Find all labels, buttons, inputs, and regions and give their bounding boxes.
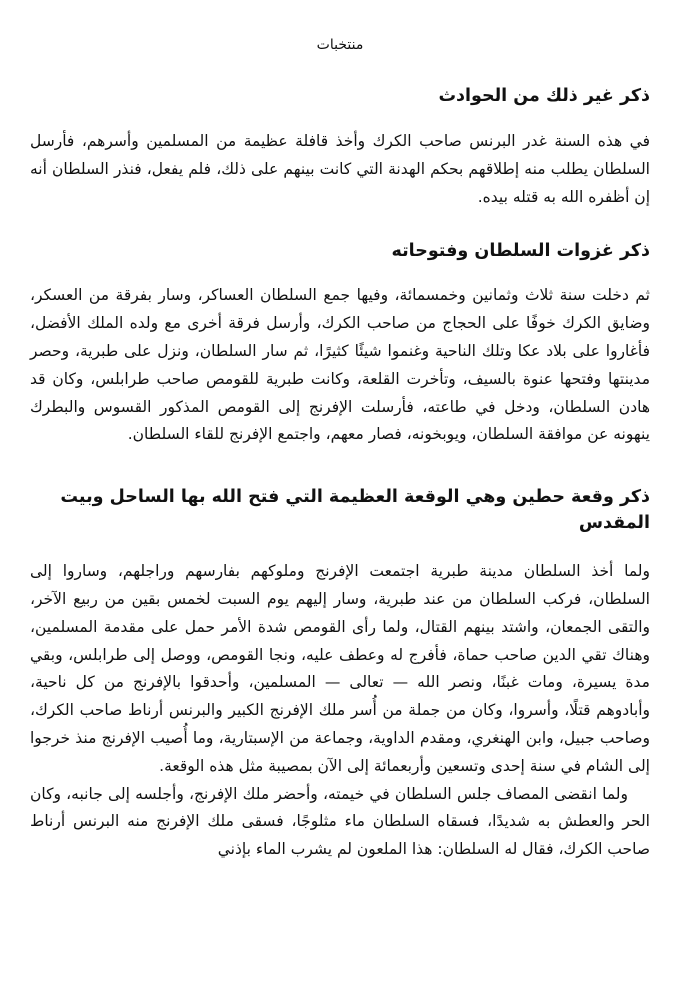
section-heading-other-events: ذكر غير ذلك من الحوادث — [438, 86, 650, 106]
section-heading-sultan-campaigns: ذكر غزوات السلطان وفتوحاته — [391, 241, 650, 262]
running-header: منتخبات — [316, 37, 364, 53]
paragraph-after-battle: ولما انقضى المصاف جلس السلطان في خيمته، وأحضر ملك الإفرنج، وأجلسه إلى جانبه، وكان الحر والعطش به شديدًا، فسقاه السلطان ماء مثلوجًا، فسقى ملك الإفرنج منه البرنس أرناط صاحب الكرك، فقال له السلطان: هذا الملعون لم يشرب الماء بإذني — [30, 784, 650, 859]
paragraph-other-events: في هذه السنة غدر البرنس صاحب الكرك وأخذ قافلة عظيمة من المسلمين وأسرهم، فأرسل السلطان يطلب منه إطلاقهم بحكم الهدنة التي كانت بينهم على ذلك، فلم يفعل، فنذر السلطان أنه إن أظفره الله به قتله بيده. — [30, 132, 650, 206]
section-heading-battle-of-hattin: ذكر وقعة حطين وهي الوقعة العظيمة التي فتح الله بها الساحل وبيت المقدس — [60, 487, 650, 534]
paragraph-battle-of-hattin: ولما أخذ السلطان مدينة طبرية اجتمعت الإفرنج وملوكهم بفارسهم وراجلهم، وساروا إلى السلطان، فركب السلطان من عند طبرية، وسار إليهم يوم السبت لخمس بقين من ربيع الآخر، والتقى الجمعان، واشتد بينهم القتال، ولما رأى القومص شدة الأمر حمل على مقدمة المسلمين، وهناك تقي الدين صاحب حماة، فأفرج له وعطف عليه، ونجا القومص، ووصل إلى طرابلس، وبقي مدة يسيرة، ومات غبنًا، ونصر الله — تعالى — المسلمين، وأحدقوا بالإفرنج من كل ناحية، وأبادوهم قتلًا، وأسروا، وكان من جملة من أُسر ملك الإفرنج الكبير والبرنس أرناط صاحب الكرك، وصاحب جبيل، وابن الهنغري، ومقدم الداوية، وجماعة من الإسبتارية، وما أُصيب الإفرنج منذ خرجوا إلى الشام في سنة إحدى وتسعين وأربعمائة إلى الآن بمصيبة مثل هذه الوقعة. — [30, 562, 650, 775]
paragraph-sultan-campaigns: ثم دخلت سنة ثلاث وثمانين وخمسمائة، وفيها جمع السلطان العساكر، وسار بفرقة من العسكر، وضايق الكرك خوفًا على الحجاج من صاحب الكرك، وأرسل فرقة أخرى مع ولده الملك الأفضل، فأغاروا على بلاد عكا وتلك الناحية وغنموا شيئًا كثيرًا، ثم سار السلطان، ونزل على طبرية، وحصر مدينتها وفتحها عنوة بالسيف، وتأخرت القلعة، وكانت طبرية للقومص صاحب طرابلس، وكان قد هادن السلطان، ودخل في طاعته، فأرسلت الإفرنج إلى القومص المذكور القسوس والبطرك ينهونه عن موافقة السلطان، ويوبخونه، فصار معهم، واجتمع الإفرنج للقاء السلطان. — [30, 286, 650, 444]
